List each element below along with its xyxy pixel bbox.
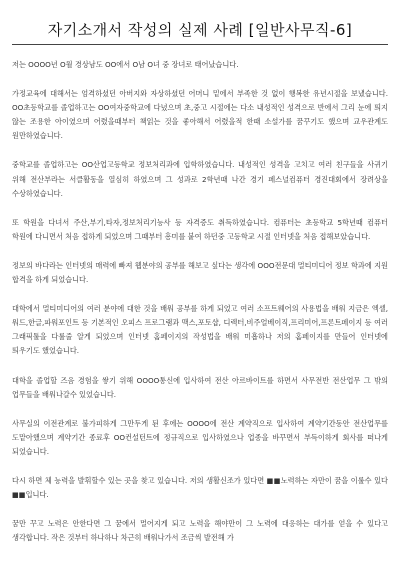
paragraph-5: 정보의 바다라는 인터넷의 매력에 빠져 웹분야의 공부를 해보고 싶다는 생각에 OOO전문대 멀티미디어 정보 학과에 지원 합격을 하게 되었습니다. — [12, 260, 388, 285]
document-body — [12, 58, 388, 545]
paragraph-6: 대학에서 멀티미디어의 여러 분야에 대한 것을 배워 공부를 하게 되었고 여러 소프트웨어의 사용법을 배워 지금은 엑셀,워드,한글,파워포인트 등 기본적인 오피스 프로그램과 맥스,포토샵, 디렉터,비주얼베이직,프리미어,프론트페이지 등 여러 그래픽툴을 다룰줄 알게 되었으며 인터넷 홈페이지의 작성법을 배워 미흡하나 저의 홈페이지를 만들어 인터넷에 띄우기도 했었습니다. — [12, 304, 388, 356]
paragraph-9: 다시 하면 체 능력을 발휘할수 있는 곳을 찾고 있습니다. 저의 생활신조가 있다면 ■■노력하는 자만이 꿈을 이룰수 있다■■입니다. — [12, 475, 388, 500]
paragraph-7: 대학을 졸업할 즈음 경험을 쌓기 위해 OOOO통신에 입사하여 전산 아르바이트를 하면서 사무전반 전산업무 그 밖의 업무들을 배워나갈수 있었습니다. — [12, 375, 388, 399]
title-underline — [12, 44, 388, 45]
document-title: 자기소개서 작성의 실제 사례 [일반사무직-6] — [47, 20, 353, 39]
paragraph-10: 꿈만 꾸고 노력은 안한다면 그 꿈에서 멀어지게 되고 노력을 해야만이 그 노력에 대응하는 대가를 얻을 수 있다고 생각합니다. 작은 것부터 하나하나 차근히 배워나가서 조금씩 발전해 가 — [12, 519, 388, 543]
paragraph-1: 저는 OOOO년 O월 경상남도 OO에서 O남 O녀 중 장녀로 태어났습니다. — [12, 60, 239, 69]
paragraph-2: 가정교육에 대해서는 엄격하셨던 아버지와 자상하셨던 어머니 밑에서 부족한 것 없이 행복한 유년시절을 보냈습니다. OO초등학교를 졸업하고는 OO여자중학교에 다녔으며 초,중고 시절에는 다소 내성적인 성격으로 반에서 그리 눈에 띄지 않는 조용한 아이였으며 어렸을때부터 책읽는 것을 좋아해서 어렸을적 한때 소설가를 꿈꾸기도 했으며 교우관계도 원만하였습니다. — [12, 89, 388, 141]
paragraph-8: 사무실의 이전관계로 불가피하게 그만두게 된 후에는 OOOO에 전산 계약직으로 입사하여 계약기간동안 전산업무를 도맡아했으며 계약기간 종료후 OO컨설턴트에 정규직으로 입사하였으나 업종을 바꾸면서 부득이하게 회사를 떠나게 되었습니다. — [12, 418, 388, 456]
title-area — [12, 14, 388, 44]
paragraph-3: 중학교를 졸업하고는 OO산업고등학교 정보처리과에 입학하였습니다. 내성적인 성격을 고치고 여러 친구들을 사귀기 위해 전산부라는 서클활동을 열심히 하였으며 그 성과로 2학년때 나간 경기 페스널컴퓨터 경진대회에서 장려상을 수상하였습니다. — [12, 160, 388, 198]
paragraph-4: 또 학원을 다녀서 주산,부기,타자,정보처리기능사 등 자격증도 취득하였습니다. 컴퓨터는 초등학교 5학년때 컴퓨터 학원에 다니면서 처음 접하게 되었으며 그때부터 흥미를 붙여 하던중 고등학교 시절 인터넷을 처음 접해보았습니다. — [12, 217, 388, 241]
